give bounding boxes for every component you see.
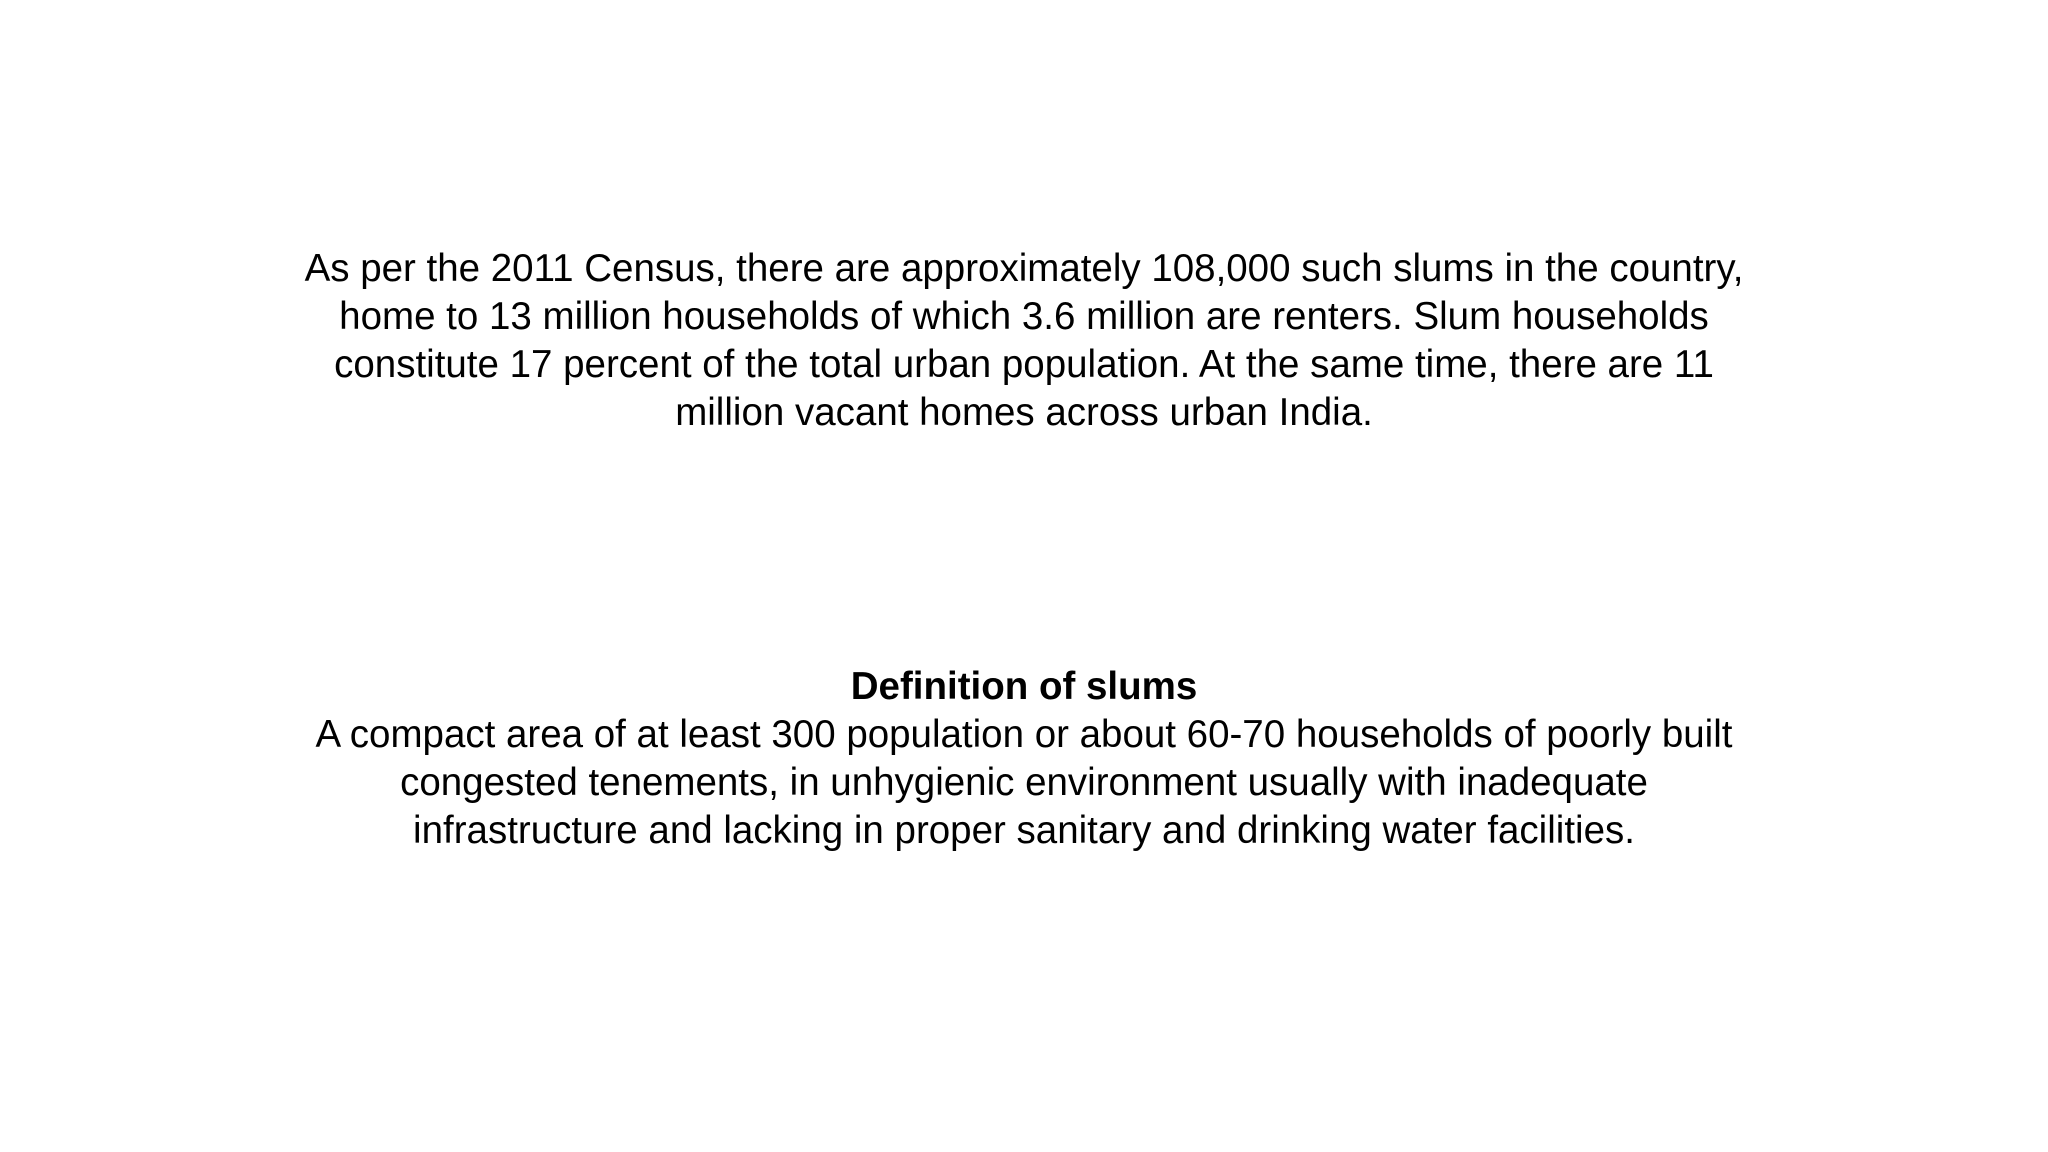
definition-title: Definition of slums bbox=[850, 665, 1198, 708]
census-paragraph: As per the 2011 Census, there are approximately 108,000 such slums in the country, home to 13 million households of which 3.6 million are renters. Slum households constitute 17 percent of the total urban population. At the same time, there are 11 million vacant homes across urban India. bbox=[304, 247, 1744, 434]
definition-body: A compact area of at least 300 population or about 60-70 households of poorly built congested tenements, in unhygienic environment usually with inadequate infrastructure and lacking in proper sanitary and drinking water facilities. bbox=[315, 713, 1733, 852]
definition-block bbox=[300, 663, 1748, 855]
